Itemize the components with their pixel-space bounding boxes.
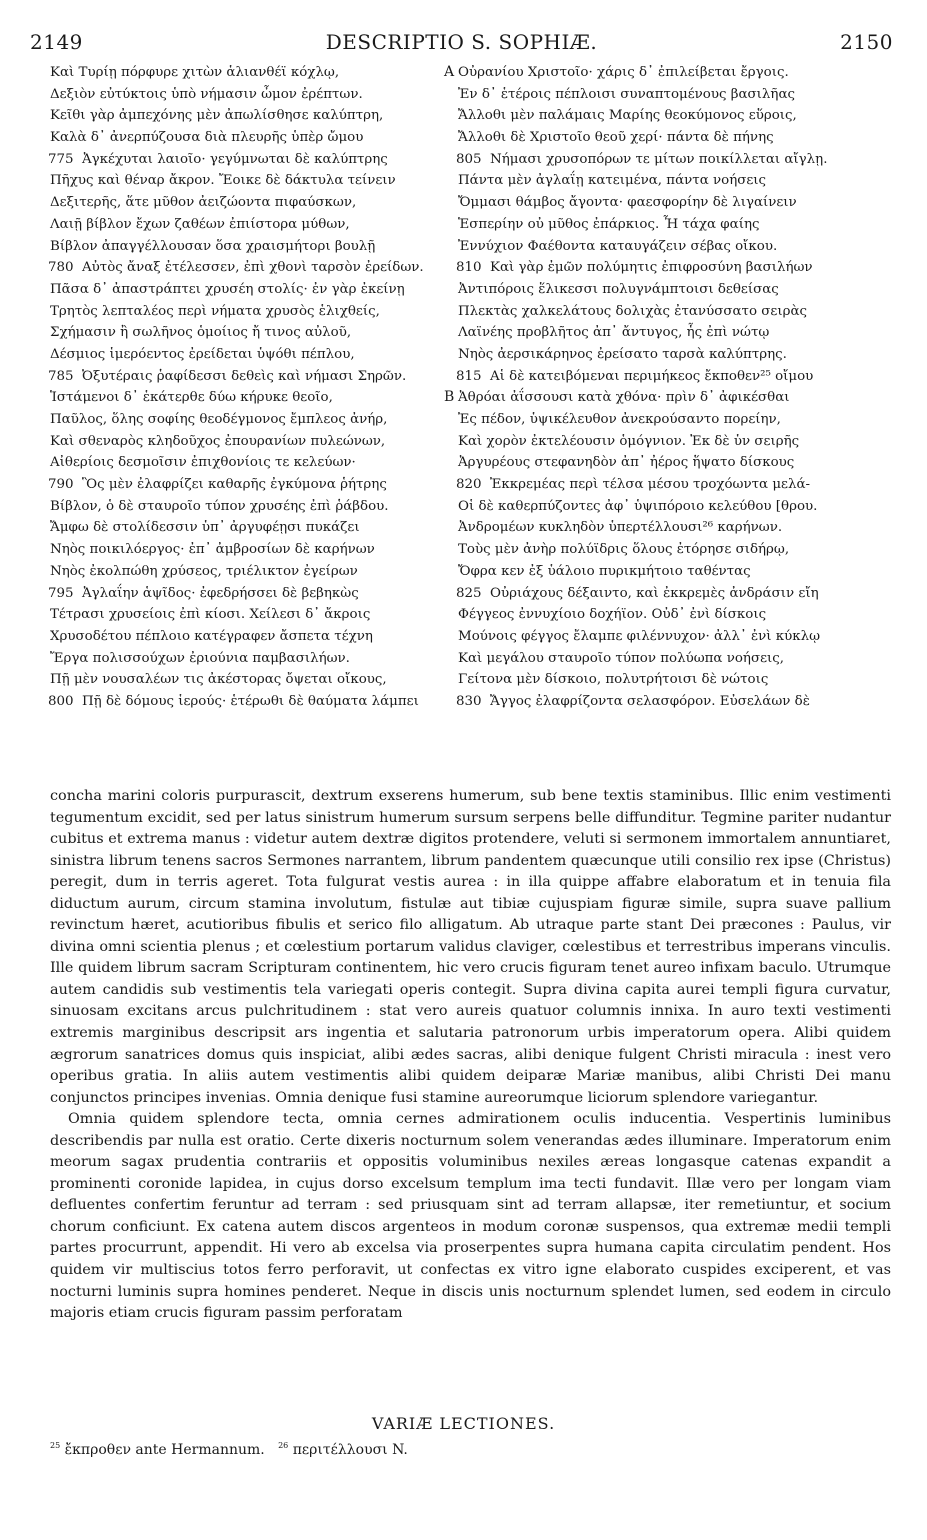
verse-number: 830 — [456, 693, 482, 709]
verse-line — [50, 496, 465, 518]
verse-text: Ἐννύχιον Φαέθοντα καταυγάζειν σέβας οἴκου. — [458, 238, 778, 254]
verse-text: Πλεκτὰς χαλκελάτους δολιχὰς ἐτανύσσατο σειρὰς — [458, 303, 808, 319]
verse-text: Ἀντιπόροις ἕλικεσσι πολυγνάμπτοισι δεθείσας — [458, 281, 779, 297]
footnote-text: ἔκπροθεν ante Hermannum. — [64, 1442, 265, 1458]
verse-line — [458, 236, 890, 258]
verse-text: Ἑσπερίην οὐ μῦθος ἐπάρκιος. Ἦ τάχα φαίης — [458, 216, 760, 232]
verse-line — [50, 561, 465, 583]
verse-line — [458, 496, 890, 518]
verse-number: 820 — [456, 477, 482, 493]
verse-line — [50, 192, 465, 214]
verse-line — [50, 344, 465, 366]
verse-text: Ἀγλαΐην ἁψῖδος· ἐφεδρήσσει δὲ βεβηκὼς — [82, 585, 359, 601]
verse-line — [50, 669, 465, 691]
verse-number: 775 — [48, 151, 74, 167]
verse-text: Πᾶσα δ᾽ ἀπαστράπτει χρυσέη στολίς· ἐν γὰρ ἐκείνῃ — [50, 281, 405, 297]
verse-number: 795 — [48, 585, 74, 601]
verse-text: Γείτονα μὲν δίσκοιο, πολυτρήτοισι δὲ νώτοις — [458, 672, 769, 688]
verse-text: Οὐριάχους δέξαιντο, καὶ ἐκκρεμὲς ἀνδράσιν εἴη — [490, 585, 819, 601]
verse-text: Σχήμασιν ἢ σωλῆνος ὁμοίιος ἤ τινος αὐλοῦ, — [50, 325, 352, 341]
latin-paragraph: Omnia quidem splendore tecta, omnia cernes admirationem oculis inducentia. Vespertinis luminibus describendis par nulla est oratio. Certe dixeris nocturnum solem venerandas ædes illuminare. Imperatorum enim meorum sagax prudentia contrariis et oppositis voluminibus nexiles æreas longasque catenas expandit a prominenti coronide lapidea, in cujus dorso excelsum templum ima tecti fundavit. Illæ vero per longam viam defluentes confertim feruntur ad terram : sed priusquam sint ad terram allapsæ, iter remetiuntur, et socium chorum conficiunt. Ex catena autem discos argenteos in modum coronæ suspensos, qua extremæ medii templi partes procurrunt, appendit. Hi vero ab excelsa via proserpentes supra humana capita circulatim pendent. Hos quidem vir multiscius totos ferro perforavit, ut confectas ex vitro igne elaborato cuspides exciperent, et vas nocturni luminis supra homines penderet. Neque in discis unis nocturnum splendet lumen, sed eodem in circulo majoris etiam crucis figuram passim perforatam — [50, 1111, 891, 1322]
verse-number: 790 — [48, 477, 74, 493]
verse-line — [458, 301, 890, 323]
verse-text: Αἱ δὲ κατειβόμεναι περιμήκεος ἔκποθεν²⁵ οἴμου — [490, 368, 814, 384]
verse-line — [458, 691, 890, 713]
verse-text: Οἱ δὲ καθερπύζοντες ἀφ᾽ ὑψιπόροιο κελεύθου [θρου. — [458, 498, 818, 514]
verse-text: Βίβλον, ὁ δὲ σταυροῖο τύπον χρυσέης ἐπὶ ῥάβδου. — [50, 498, 389, 514]
verse-text: Ἀθρόαι ἀΐσσουσι κατὰ χθόνα· πρὶν δ᾽ ἀφικέσθαι — [458, 390, 790, 406]
verse-line — [50, 322, 465, 344]
verse-line — [458, 105, 890, 127]
verse-line — [444, 387, 890, 409]
verse-line — [458, 214, 890, 236]
verse-text: Νηὸς ἐκολπώθη χρύσεος, τριέλικτον ἐγείρων — [50, 563, 358, 579]
verse-text: Λαιῇ βίβλον ἔχων ζαθέων ἐπιίστορα μύθων, — [50, 216, 350, 232]
verse-text: Τοὺς μὲν ἀνὴρ πολύϊδρις ὅλους ἐτόρησε σιδήρῳ, — [458, 542, 790, 558]
verse-text: Καὶ γὰρ ἐμῶν πολύμητις ἐπιφροσύνη βασιλήων — [490, 260, 813, 276]
verse-line — [458, 583, 890, 605]
greek-column-right — [444, 62, 890, 713]
running-title: DESCRIPTIO S. SOPHIÆ. — [325, 30, 598, 54]
verse-line — [50, 626, 465, 648]
verse-line — [50, 452, 465, 474]
verse-text: Ἄλλοθι μὲν παλάμαις Μαρίης θεοκύμονος εὕροις, — [458, 108, 797, 124]
verse-text: Πάντα μὲν ἀγλαΐῃ κατειμένα, πάντα νοήσεις — [458, 173, 767, 189]
verse-line — [458, 669, 890, 691]
verse-number: 810 — [456, 260, 482, 276]
verse-line — [50, 517, 465, 539]
verse-text: Νηὸς ἀερσικάρηνος ἐρείσατο ταρσὰ καλύπτρης. — [458, 346, 787, 362]
verse-line — [458, 84, 890, 106]
verse-line — [458, 279, 890, 301]
verse-text: Παῦλος, ὅλης σοφίης θεοδέγμονος ἔμπλεος ἀνήρ, — [50, 412, 388, 427]
footnote-text: περιτέλλουσι N. — [292, 1442, 408, 1458]
verse-line — [458, 409, 890, 431]
verse-line — [50, 409, 465, 431]
greek-column-left — [50, 62, 465, 713]
verse-line — [50, 387, 465, 409]
column-section-marker: A — [444, 64, 455, 80]
latin-translation — [50, 786, 891, 1325]
verse-text: Ἄγγος ἐλαφρίζοντα σελασφόρον. Εὐσελάων δὲ — [490, 693, 810, 709]
verse-number: 815 — [456, 368, 482, 384]
verse-text: Καὶ σθεναρὸς κληδοῦχος ἐπουρανίων πυλεώνων, — [50, 433, 386, 449]
verse-text: Καὶ μεγάλου σταυροῖο τύπον πολύωπα νοήσεις, — [458, 650, 785, 666]
verse-line — [50, 583, 465, 605]
verse-text: Δεξιτερῆς, ἅτε μῦθον ἀειζώοντα πιφαύσκων, — [50, 195, 357, 211]
verse-text: Βίβλον ἀπαγγέλλουσαν ὅσα χραισμήτορι βουλῇ — [50, 238, 376, 254]
verse-text: Νήμασι χρυσοπόρων τε μίτων ποικίλλεται αἴγλῃ. — [490, 151, 828, 167]
verse-text: Καὶ χορὸν ἐκτελέουσιν ὁμόγνιον. Ἐκ δὲ ὑν σειρῆς — [458, 433, 800, 449]
latin-paragraph: concha marini coloris purpurascit, dextrum exserens humerum, sub bene textis staminibus. Illic enim vestimenti tegumentum excidit, sed per latus sinistrum humerum sursum serpens belle diffunditur. Tegmine pariter nudantur cubitus et extrema manus : videtur autem dextræ digitos protendere, veluti si sermonem immortalem annuntiaret, sinistra librum tenens sacros Sermones narrantem, librum pandentem quæcunque utili consilio rex ipse (Christus) peregit, dum in terris ageret. Tota fulgurat vestis aurea : in illa quippe affabre elaboratum et in tenuia fila diductum aurum, circum stamina involutum, fistulæ aut tibiæ cujuspiam figuræ simile, supra suave pallium revinctum hæret, acutioribus fibulis et serico filo alligatum. Ab utraque parte stant Dei præcones : Paulus, vir divina omni scientia plenus ; et cœlestium portarum validus claviger, cœlestibus et terrestribus imperans vinculis. Ille quidem librum sacram Scripturam continentem, hic vero crucis figuram tenet aureo infixam baculo. Utrumque autem candidis sub vestimentis tela variegati operis contegit. Supra divina capita aurei templi figura curvatur, sinuosam excitans arcus pulchritudinem : stat vero aureis quatuor columnis innixa. In auro texti vestimenti extremis marginibus descripsit ars ingentia et salutaria patronorum urbis imperatorum opera. Alibi quidem ægrorum sanatrices domus quis inspiciat, alibi ædes sacras, alibi denique fulgent Christi miracula : inest vero operibus gratia. In aliis autem vestimentis alibi quidem deiparæ Mariæ manibus, alibi Christi Dei manu conjunctos principes invenias. Omnia denique fusi stamine aureorumque liciorum splendore variegantur. — [50, 788, 891, 1106]
verse-line — [458, 170, 890, 192]
verse-line — [50, 84, 465, 106]
verse-line — [458, 366, 890, 388]
verse-text: Ἄλλοθι δὲ Χριστοῖο θεοῦ χερί· πάντα δὲ πήνης — [458, 130, 774, 146]
verse-text: Ὄφρα κεν ἐξ ὑάλοιο πυρικμήτοιο ταθέντας — [458, 563, 751, 579]
verse-text: Ὄμμασι θάμβος ἄγοντα· φαεσφορίην δὲ λιγαίνειν — [458, 195, 797, 211]
verse-line — [458, 626, 890, 648]
verse-line — [50, 279, 465, 301]
variae-lectiones-heading: VARIÆ LECTIONES. — [371, 1414, 556, 1433]
verse-line — [458, 322, 890, 344]
verse-line — [444, 62, 890, 84]
verse-line — [458, 344, 890, 366]
running-header — [30, 30, 893, 58]
verse-text: Ἱστάμενοι δ᾽ ἑκάτερθε δύω κήρυκε θεοῖο, — [50, 390, 333, 406]
verse-text: Καλὰ δ᾽ ἀνερπύζουσα διὰ πλευρῆς ὑπὲρ ὤμου — [50, 130, 364, 146]
page-number-left: 2149 — [30, 30, 83, 54]
verse-text: Δεξιὸν εὐτύκτοις ὑπὸ νήμασιν ὦμον ἐρέπτων. — [50, 86, 363, 102]
verse-line — [458, 474, 890, 496]
verse-text: Οὐρανίου Χριστοῖο· χάρις δ᾽ ἐπιλείβεται ἔργοις. — [458, 65, 789, 80]
verse-line — [458, 257, 890, 279]
verse-line — [50, 366, 465, 388]
verse-text: Ὃς μὲν ἐλαφρίζει καθαρῆς ἐγκύμονα ῥήτρης — [82, 477, 387, 493]
verse-text: Ἄμφω δὲ στολίδεσσιν ὑπ᾽ ἀργυφέῃσι πυκάζει — [50, 520, 360, 536]
verse-text: Κεῖθι γὰρ ἀμπεχόνης μὲν ἀπωλίσθησε καλύπτρη, — [50, 108, 384, 124]
verse-line — [50, 127, 465, 149]
verse-text: Ἀνδρομέων κυκληδὸν ὑπερτέλλουσι²⁶ καρήνων. — [458, 520, 783, 536]
verse-line — [458, 648, 890, 670]
verse-text: Φέγγεος ἐννυχίοιο δοχήϊον. Οὐδ᾽ ἐνὶ δίσκοις — [458, 607, 767, 623]
verse-text: Αὐτὸς ἄναξ ἐτέλεσσεν, ἐπὶ χθονὶ ταρσὸν ἐρείδων. — [82, 260, 424, 276]
verse-line — [50, 170, 465, 192]
verse-line — [458, 431, 890, 453]
verse-text: Δέσμιος ἱμερόεντος ἐρείδεται ὑψόθι πέπλου, — [50, 346, 355, 362]
verse-line — [50, 214, 465, 236]
verse-text: Αἰθερίοις δεσμοῖσιν ἐπιχθονίοις τε κελεύων· — [50, 455, 356, 471]
verse-text: Ἀγκέχυται λαιοῖο· γεγύμνωται δὲ καλύπτρης — [82, 151, 388, 167]
verse-line — [458, 149, 890, 171]
verse-text: Νηὸς ποικιλόεργος· ἐπ᾽ ἀμβροσίων δὲ καρήνων — [50, 542, 375, 558]
verse-text: Λαϊνέης προβλῆτος ἀπ᾽ ἄντυγος, ἧς ἐπὶ νώτῳ — [458, 325, 770, 341]
verse-line — [458, 452, 890, 474]
verse-line — [50, 105, 465, 127]
verse-text: Ἔργα πολισσούχων ἐριούνια παμβασιλήων. — [50, 650, 350, 666]
verse-text: Πῇ μὲν νουσαλέων τις ἀκέστορας ὄψεται οἴκους, — [50, 672, 387, 688]
verse-text: Τέτρασι χρυσείοις ἐπὶ κίοσι. Χείλεσι δ᾽ ἄκροις — [50, 607, 371, 623]
verse-text: Ἀργυρέους στεφανηδὸν ἀπ᾽ ἠέρος ἥψατο δίσκους — [458, 455, 795, 471]
verse-line — [458, 561, 890, 583]
verse-line — [458, 539, 890, 561]
verse-text: Ἐς πέδον, ὑψικέλευθον ἀνεκρούσαντο πορείην, — [458, 412, 781, 427]
verse-number: 825 — [456, 585, 482, 601]
verse-number: 780 — [48, 260, 74, 276]
verse-number: 785 — [48, 368, 74, 384]
verse-line — [50, 236, 465, 258]
verse-line — [50, 539, 465, 561]
verse-number: 800 — [48, 693, 74, 709]
verse-text: Τρητὸς λεπταλέος περὶ νήματα χρυσὸς ἑλιχθείς, — [50, 303, 380, 319]
footnote-number: 25 — [50, 1441, 61, 1450]
verse-line — [50, 301, 465, 323]
column-section-marker: B — [444, 389, 455, 406]
verse-line — [458, 192, 890, 214]
verse-line — [50, 62, 465, 84]
verse-text: Χρυσοδέτου πέπλοιο κατέγραφεν ἄσπετα τέχνη — [50, 628, 373, 644]
verse-text: Καὶ Τυρίῃ πόρφυρε χιτὼν ἁλιανθέϊ κόχλῳ, — [50, 65, 340, 80]
footnote-number: 26 — [278, 1441, 289, 1450]
verse-line — [458, 604, 890, 626]
verse-line — [50, 474, 465, 496]
verse-line — [50, 149, 465, 171]
verse-text: Ἐκκρεμέας περὶ τέλσα μέσου τροχόωντα μελά- — [490, 477, 811, 493]
verse-line — [50, 431, 465, 453]
verse-line — [50, 691, 465, 713]
verse-text: Πῆχυς καὶ θέναρ ἄκρον. Ἔοικε δὲ δάκτυλα τείνειν — [50, 173, 396, 189]
verse-line — [50, 257, 465, 279]
verse-number: 805 — [456, 151, 482, 167]
variae-lectiones-notes — [50, 1436, 891, 1460]
verse-text: Ὀξυτέραις ῥαφίδεσσι δεθεὶς καὶ νήμασι Σηρῶν. — [82, 368, 407, 384]
verse-line — [50, 604, 465, 626]
verse-text: Πῇ δὲ δόμους ἱερούς· ἑτέρωθι δὲ θαύματα λάμπει — [82, 693, 419, 709]
verse-line — [458, 517, 890, 539]
verse-line — [50, 648, 465, 670]
verse-text: Ἐν δ᾽ ἑτέροις πέπλοισι συναπτομένους βασιλῆας — [458, 86, 795, 102]
verse-text: Μούνοις φέγγος ἔλαμπε φιλέννυχον· ἀλλ᾽ ἐνὶ κύκλῳ — [458, 628, 821, 644]
verse-line — [458, 127, 890, 149]
page-number-right: 2150 — [840, 30, 893, 54]
